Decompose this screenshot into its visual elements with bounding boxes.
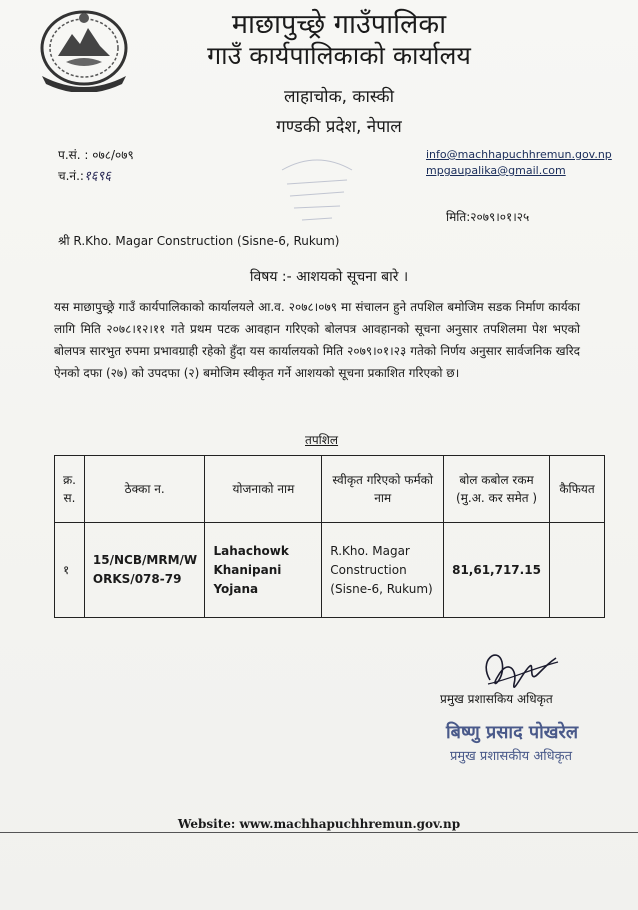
body-paragraph: यस माछापुच्छ्रे गाउँ कार्यपालिकाको कार्यालयले आ.व. २०७८।०७९ मा संचालन हुने तपशिल बमोजिम सडक निर्माण कार्यका लागि मिति २०७८।१२।११ गते प्रथम पटक आवहान गरिएको बोलपत्र आवहानको सूचना अनुसार तपशिलमा पेश भएको बोलपत्र सारभुत रुपमा प्रभावग्राही रहेको हुँदा यस कार्यालयको मिति २०७९।०१।२३ गतेको निर्णय अनुसार सार्वजनिक खरिद ऐनको दफा (२७) को उपदफा (२) बमोजिम स्वीकृत गर्ने आशयको सूचना प्रकाशित गरिएको छ। [54,300,580,380]
cell-remarks [550,523,605,618]
recipient-line: श्री R.Kho. Magar Construction (Sisne-6, Rukum) [58,234,340,248]
email-info-link[interactable]: info@machhapuchhremun.gov.np [426,148,612,161]
cell-bid-amount: 81,61,717.15 [444,523,550,618]
cell-contract-no: 15/NCB/MRM/WORKS/078-79 [84,523,205,618]
header-remarks: कैफियत [550,456,605,523]
letter-ps-number: प.सं. : ०७८/०७९ [58,148,134,162]
letter-date: मिति:२०७९।०१।२५ [446,210,530,224]
subject-line: विषय :- आशयको सूचना बारे । [249,269,409,285]
cell-sn: १ [55,523,85,618]
signatory-title-stamp: प्रमुख प्रशासकीय अधिकृत [450,749,573,764]
office-name-title: माछापुच्छ्रे गाउँपालिका [231,9,447,40]
received-stamp-icon [262,150,372,230]
email-gmail-link[interactable]: mpgaupalika@gmail.com [426,164,566,177]
header-project-name: योजनाको नाम [205,456,322,523]
footer-website[interactable]: Website: www.machhapuchhremun.gov.np [177,817,461,831]
footer-divider [0,832,638,833]
office-subtitle: गाउँ कार्यपालिकाको कार्यालय [207,41,471,70]
signatory-title: प्रमुख प्रशासकिय अधिकृत [440,692,553,706]
letter-cn [58,166,111,184]
table-title: तपशिल [305,433,339,447]
header-firm-name: स्वीकृत गरिएको फर्मको नाम [322,456,444,523]
office-province: गण्डकी प्रदेश, नेपाल [276,117,402,137]
header-sn: क्र. स. [55,456,85,523]
header-bid-amount: बोल कबोल रकम (मु.अ. कर समेत ) [444,456,550,523]
tender-details-table [54,455,605,618]
cn-handwritten-value: १६९६ [83,169,111,184]
cn-label: च.नं.: [58,169,84,183]
cell-project-name: Lahachowk Khanipani Yojana [205,523,322,618]
signatory-name-stamp: बिष्णु प्रसाद पोखरेल [446,722,579,743]
office-address: लाहाचोक, कास्की [284,87,394,107]
table-header-row [55,456,605,523]
cell-firm-name: R.Kho. Magar Construction (Sisne-6, Rukum) [322,523,444,618]
header-contract-no: ठेक्का न. [84,456,205,523]
table-row [55,523,605,618]
